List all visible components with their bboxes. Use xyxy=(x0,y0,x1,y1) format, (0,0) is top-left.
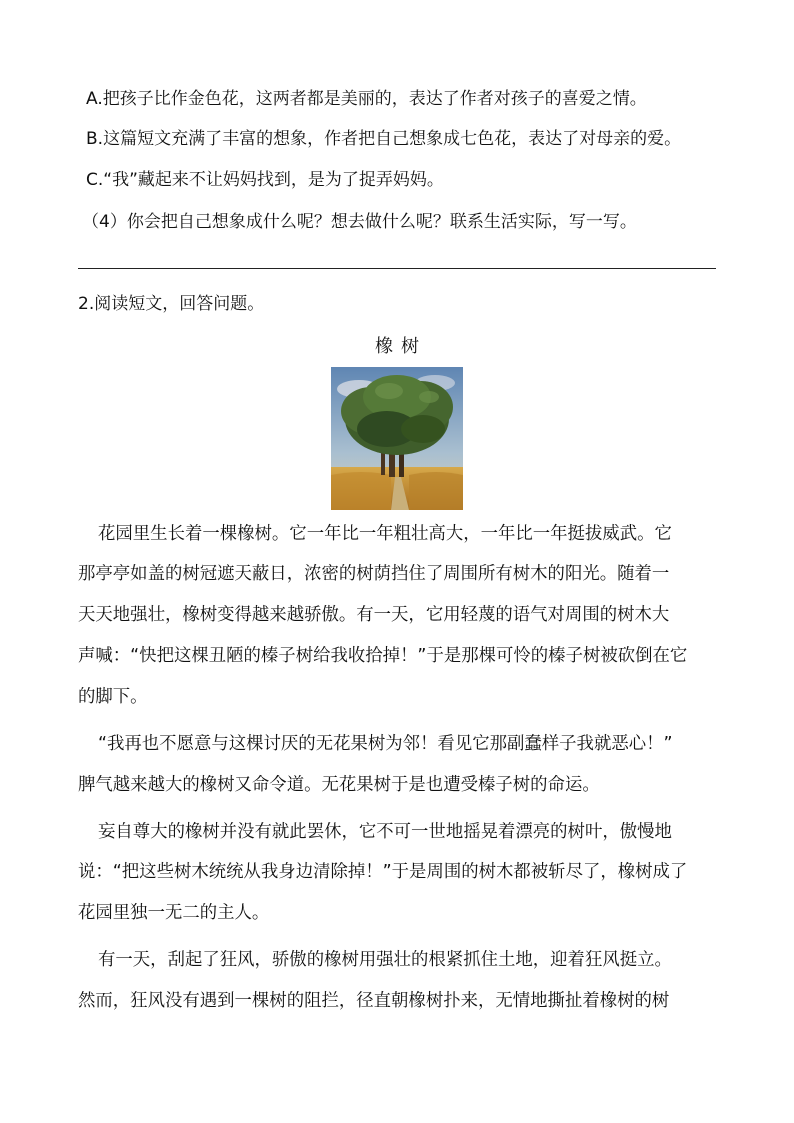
story-line-3: 天天地强壮，橡树变得越来越骄傲。有一天，它用轻蔑的语气对周围的树木大 xyxy=(78,605,670,625)
story-line-11: 有一天，刮起了狂风，骄傲的橡树用强壮的根紧抓住土地，迎着狂风挺立。 xyxy=(98,950,672,970)
story-line-7: 脾气越来越大的橡树又命令道。无花果树于是也遭受榛子树的命运。 xyxy=(78,775,600,795)
story-line-9: 说：“把这些树木统统从我身边清除掉！”于是周围的树木都被斩尽了，橡树成了 xyxy=(78,862,688,882)
story-line-10: 花园里独一无二的主人。 xyxy=(78,903,270,923)
story-line-2: 那亭亭如盖的树冠遮天蔽日，浓密的树荫挡住了周围所有树木的阳光。随着一 xyxy=(78,564,670,584)
story-line-4: 声喊：“快把这棵丑陋的榛子树给我收拾掉！”于是那棵可怜的榛子树被砍倒在它 xyxy=(78,646,688,666)
story-line-8: 妄自尊大的橡树并没有就此罢休，它不可一世地摇晃着漂亮的树叶，傲慢地 xyxy=(98,822,672,842)
oak-tree-illustration xyxy=(331,367,463,510)
answer-line xyxy=(78,268,716,269)
story-line-5: 的脚下。 xyxy=(78,687,148,707)
story-line-12: 然而，狂风没有遇到一棵树的阻拦，径直朝橡树扑来，无情地撕扯着橡树的树 xyxy=(78,991,670,1011)
question-2-heading: 2.阅读短文，回答问题。 xyxy=(78,294,265,314)
question-4: （4）你会把自己想象成什么呢？想去做什么呢？联系生活实际，写一写。 xyxy=(82,212,637,232)
option-c: C.“我”藏起来不让妈妈找到，是为了捉弄妈妈。 xyxy=(86,170,444,190)
option-a: A.把孩子比作金色花，这两者都是美丽的，表达了作者对孩子的喜爱之情。 xyxy=(86,89,647,109)
story-line-6: “我再也不愿意与这棵讨厌的无花果树为邻！看见它那副蠢样子我就恶心！” xyxy=(98,734,673,754)
story-title: 橡树 xyxy=(375,336,427,357)
option-b: B.这篇短文充满了丰富的想象，作者把自己想象成七色花，表达了对母亲的爱。 xyxy=(86,129,682,149)
story-line-1: 花园里生长着一棵橡树。它一年比一年粗壮高大，一年比一年挺拔威武。它 xyxy=(98,524,672,544)
